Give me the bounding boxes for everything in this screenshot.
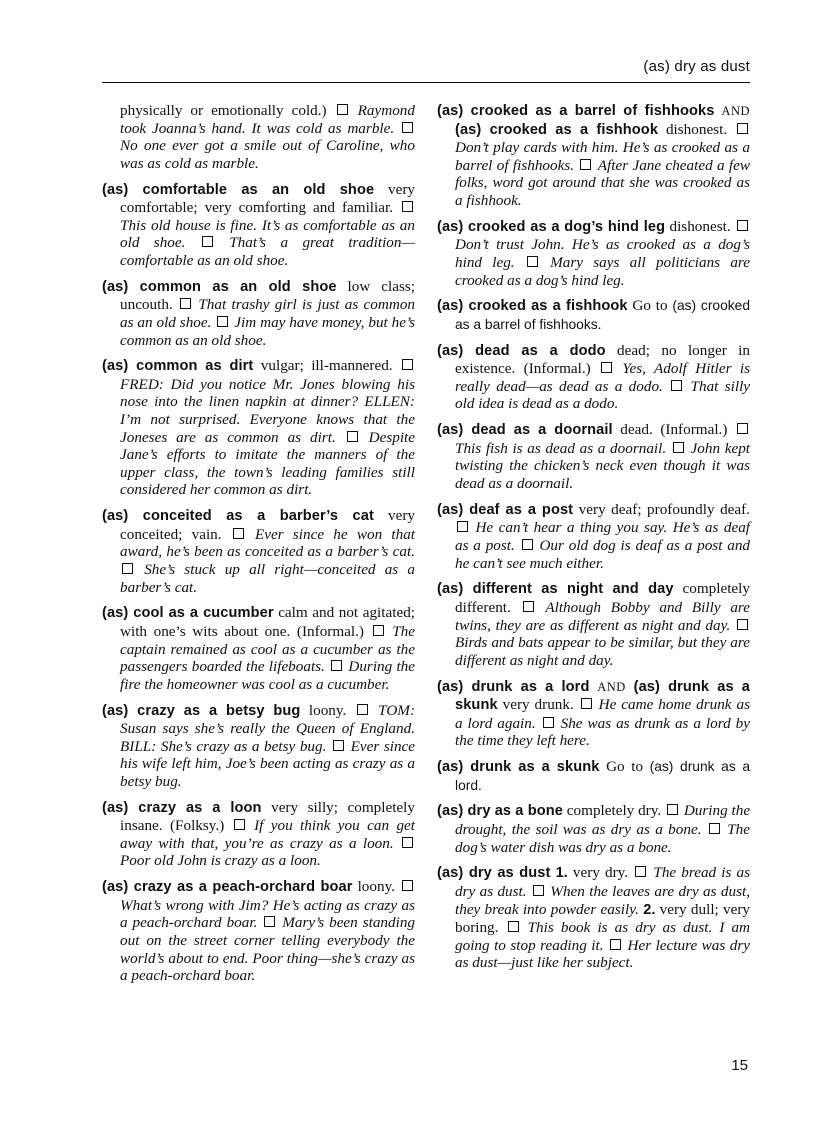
example-box-icon xyxy=(331,660,342,671)
example-box-icon xyxy=(523,601,534,612)
example-box-icon xyxy=(635,866,646,877)
example-box-icon xyxy=(402,122,413,133)
entry-common-as-dirt: (as) common as dirt vulgar; ill-mannered. FRED: Did you notice Mr. Jones blowing his nose into the linen napkin at dinner? ELLEN: I’m not surprised. Everyone knows that the Joneses are as common as dirt. Despite Jane’s efforts to imitate the manners of the upper class, the town’s leading families still considered her common as dirt. xyxy=(102,357,416,499)
example-box-icon xyxy=(373,625,384,636)
example-box-icon xyxy=(610,939,621,950)
example-box-icon xyxy=(180,298,191,309)
example-box-icon xyxy=(737,220,748,231)
example-box-icon xyxy=(737,123,748,134)
example-box-icon xyxy=(533,885,544,896)
headword: (as) common as an old shoe xyxy=(102,278,337,295)
example-box-icon xyxy=(673,442,684,453)
example-box-icon xyxy=(737,423,748,434)
headword: (as) dry as dust xyxy=(437,865,551,882)
example-box-icon xyxy=(527,256,538,267)
example-box-icon xyxy=(337,104,348,115)
cross-reference: (as) drunk as a lord. xyxy=(455,759,751,793)
left-column xyxy=(102,102,415,993)
entry-dry-as-dust: (as) dry as dust 1. very dry. The bread is as dry as dust. When the leaves are dry as dust, they break into powder easily. 2. very dull; very boring. This book is as dry as dust. I am going to stop reading it. Her lecture was dry as dust—just like her subject. xyxy=(437,864,751,972)
example-box-icon xyxy=(357,704,368,715)
example-box-icon xyxy=(264,916,275,927)
headword: (as) crazy as a loon xyxy=(102,799,262,816)
example-box-icon xyxy=(217,316,228,327)
entry-cool-as-a-cucumber: (as) cool as a cucumber calm and not agitated; with one’s wits about one. (Informal.) The captain remained as cool as a cucumber as the passengers boarded the lifeboats. During the fire the homeowner was cool as a cucumber. xyxy=(102,604,416,693)
headword: (as) crooked as a barrel of fishhooks xyxy=(437,103,715,119)
example-box-icon xyxy=(347,431,358,442)
entry-dead-as-a-doornail: (as) dead as a doornail dead. (Informal.) This fish is as dead as a doornail. John kept twisting the chicken’s neck even though it was dead as a doornail. xyxy=(437,421,751,493)
example-box-icon xyxy=(737,619,748,630)
headword: (as) drunk as a skunk xyxy=(455,678,751,714)
example-box-icon xyxy=(402,359,413,370)
example-box-icon xyxy=(581,698,592,709)
example-box-icon xyxy=(508,921,519,932)
example-box-icon xyxy=(402,837,413,848)
sense-number: 1. xyxy=(555,865,568,882)
page-number: 15 xyxy=(731,1057,748,1074)
example-box-icon xyxy=(457,521,468,532)
headword: (as) cool as a cucumber xyxy=(102,605,274,622)
entry-crooked-as-a-fishhook: (as) crooked as a fishhook Go to (as) crooked as a barrel of fishhooks. xyxy=(437,297,751,332)
example-box-icon xyxy=(233,528,244,539)
entry-dry-as-a-bone: (as) dry as a bone completely dry. During the drought, the soil was as dry as a bone. The dog’s water dish was dry as a bone. xyxy=(437,802,751,856)
entry-cold-as-marble-continued: physically or emotionally cold.) Raymond took Joanna’s hand. It was cold as marble. No one ever got a smile out of Caroline, who was as cold as marble. xyxy=(120,102,415,172)
entry-conceited-as-a-barbers-cat: (as) conceited as a barber’s cat very conceited; vain. Ever since he won that award, he’s been as conceited as a barber’s cat. She’s stuck up all right—conceited as a barber’s cat. xyxy=(102,507,416,596)
entry-different-as-night-and-day: (as) different as night and day completely different. Although Bobby and Billy are twins, they are as different as night and day. Birds and bats appear to be similar, but they are different as night and day. xyxy=(437,580,751,669)
headword: (as) common as dirt xyxy=(102,358,254,375)
entry-crazy-as-a-peach-orchard-boar: (as) crazy as a peach-orchard boar loony. What’s wrong with Jim? He’s acting as crazy as a peach-orchard boar. Mary’s been standing out on the street corner telling everybody the world’s about to end. Poor thing—she’s crazy as a peach-orchard boar. xyxy=(102,878,416,985)
right-column xyxy=(437,102,750,980)
entry-drunk-as-a-lord: (as) drunk as a lord AND (as) drunk as a skunk very drunk. He came home drunk as a lord again. She was as drunk as a lord by the time they left here. xyxy=(437,678,751,750)
headword: (as) drunk as a skunk xyxy=(437,759,600,776)
headword: (as) crooked as a fishhook xyxy=(455,121,659,138)
entry-crazy-as-a-betsy-bug: (as) crazy as a betsy bug loony. TOM: Susan says she’s really the Queen of England. BILL: She’s crazy as a betsy bug. Ever since his wife left him, Joe’s been acting as crazy as a betsy bug. xyxy=(102,701,416,790)
headword: (as) crooked as a fishhook xyxy=(437,298,628,315)
example-box-icon xyxy=(601,362,612,373)
sense-number: 2. xyxy=(643,901,656,918)
headword: (as) different as night and day xyxy=(437,581,674,598)
entry-crooked-as-a-barrel-of-fishhooks: (as) crooked as a barrel of fishhooks AND (as) crooked as a fishhook dishonest. Don’t play cards with him. He’s as crooked as a barrel of fishhooks. After Jane cheated a few folks, word got around that she was crooked as a fishhook. xyxy=(437,103,751,209)
headword: (as) crooked as a dog’s hind leg xyxy=(437,218,666,235)
cross-reference: (as) crooked as a barrel of fishhooks. xyxy=(455,298,751,332)
example-box-icon xyxy=(402,880,413,891)
and-connector: AND xyxy=(597,679,626,694)
example-box-icon xyxy=(202,236,213,247)
entry-common-as-an-old-shoe: (as) common as an old shoe low class; uncouth. That trashy girl is just as common as an old shoe. Jim may have money, but he’s common as an old shoe. xyxy=(102,277,416,349)
headword: (as) drunk as a lord xyxy=(437,678,590,695)
example-box-icon xyxy=(543,717,554,728)
entry-dead-as-a-dodo: (as) dead as a dodo dead; no longer in existence. (Informal.) Yes, Adolf Hitler is really dead—as dead as a dodo. That silly old idea is dead as a dodo. xyxy=(437,341,751,413)
headword: (as) conceited as a barber’s cat xyxy=(102,508,374,525)
entry-drunk-as-a-skunk: (as) drunk as a skunk Go to (as) drunk as a lord. xyxy=(437,758,751,793)
example-box-icon xyxy=(522,539,533,550)
headword: (as) dead as a doornail xyxy=(437,422,613,439)
entry-comfortable-as-an-old-shoe: (as) comfortable as an old shoe very comfortable; very comforting and familiar. This old house is fine. It’s as comfortable as an old shoe. That’s a great tradition—comfortable as an old shoe. xyxy=(102,180,416,269)
example-box-icon xyxy=(667,804,678,815)
example-box-icon xyxy=(402,201,413,212)
header-rule xyxy=(102,82,750,83)
headword: (as) deaf as a post xyxy=(437,501,574,518)
example-box-icon xyxy=(122,563,133,574)
headword: (as) dead as a dodo xyxy=(437,342,606,359)
entry-crooked-as-a-dogs-hind-leg: (as) crooked as a dog’s hind leg dishonest. Don’t trust John. He’s as crooked as a dog’s hind leg. Mary says all politicians are crooked as a dog’s hind leg. xyxy=(437,217,750,289)
example-box-icon xyxy=(709,823,720,834)
headword: (as) crazy as a betsy bug xyxy=(102,702,301,719)
example-box-icon xyxy=(234,819,245,830)
headword: (as) comfortable as an old shoe xyxy=(102,181,375,198)
example-box-icon xyxy=(333,740,344,751)
and-connector: AND xyxy=(721,104,751,118)
headword: (as) dry as a bone xyxy=(437,803,563,820)
example-box-icon xyxy=(671,380,682,391)
entry-deaf-as-a-post: (as) deaf as a post very deaf; profoundly deaf. He can’t hear a thing you say. He’s as deaf as a post. Our old dog is deaf as a post and he can’t see much either. xyxy=(437,500,751,572)
example-box-icon xyxy=(580,159,591,170)
entry-crazy-as-a-loon: (as) crazy as a loon very silly; completely insane. (Folksy.) If you think you can get away with that, you’re as crazy as a loon. Poor old John is crazy as a loon. xyxy=(102,798,415,870)
running-head: (as) dry as dust xyxy=(643,58,750,75)
headword: (as) crazy as a peach-orchard boar xyxy=(102,879,353,896)
